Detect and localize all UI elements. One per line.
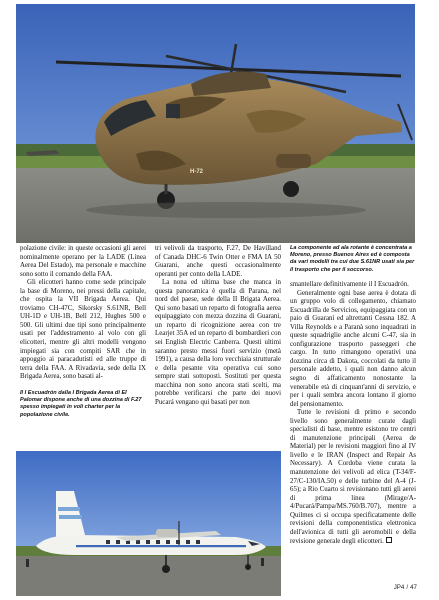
paragraph: smantellare definitivamente il I Escuadrón.	[290, 281, 409, 288]
helicopter-photo-art	[16, 4, 415, 243]
page-footer	[394, 584, 417, 591]
aircraft-photo	[16, 451, 281, 596]
publication-name: JP4	[393, 584, 405, 591]
aircraft-photo-art	[16, 451, 281, 596]
paragraph: Gli elicotteri hanno come sede principale la base di Moreno, nei pressi della capitale, che ospita la VII Brigada Aerea. Qui troviamo CH-47C, Sikorsky S.61NR, Bell UH-1D e UH-1B, Bell 212, Hughes 500 e 500. Gli ultimi due tipi sono principalmente usati per l'addestramento al volo con gli elicotteri, mentre gli altri modelli vengono impiegati sia con compiti SAR che in appoggio ai paracadutisti ed alle truppe di terra della FAA. A Rivadavia, sede della IX Brigada Aerea, sono basati al-	[20, 279, 146, 381]
paragraph: polazione civile: in queste occasioni gli aerei nominalmente operano per la LADE (Línea Aerea Del Estado), ma personale e macchine sono sotto il comando della FAA.	[20, 245, 146, 278]
paragraph-text: Tutte le revisioni di primo e secondo livello sono generalmente curate dagli specialisti di base, mentre esistono tre centri di manutenzione principali (Aerea de Material) per le revisioni maggiori fino al IV livello e le IRAN (Inspect and Repair As Necessary). A Cordoba viene curata la manutenzione dei velivoli ad elica (T-34/F-27/C-130/IA.50) e delle turbine del A-4 (J-65); a Rio Cuarto si revisionano tutti gli aerei di prima linea (Mirage/A-4/Pucará/Pampa/MS.760/B.707), mentre a Quilmes ci si occupa specificatamente delle revisioni della componentistica elettronica dell'avionica di tutti gli aeromobili e della revisione generale degli elicotteri.	[290, 409, 416, 546]
photo-caption-f27: Il I Escuadrón dalla I Brigada Aerea di El Palomar dispone anche di una dozzina di F.27 spesso impiegati in voli charter per la popolazione civile.	[20, 390, 142, 418]
text-column-3	[290, 281, 416, 547]
footer-separator: /	[406, 584, 409, 591]
paragraph: Generalmente ogni base aerea è dotata di un gruppo volo di collegamento, chiamato Escuadrilla de Servicios, equipaggiata con un paio di Guaranì ed altrettanti Cessna 182. A Villa Reynolds e a Paranà sono inquadrati in queste squadriglie anche alcuni C-47, sia in configurazione trasporto passeggeri che cargo. In tutto rimangono operativi una dozzina circa di Dakota, coccolati da tutto il personale addetto, i quali non danno alcun segno di affaticamento nonostante la venerabile età di cinquant'anni di servizio, e per i quali sembra ancora lontano il giorno del pensionamento.	[290, 289, 416, 408]
text-column-1	[20, 245, 146, 382]
end-of-article-icon	[386, 537, 392, 543]
text-column-2	[155, 245, 281, 407]
helicopter-marking: H-72	[190, 169, 204, 175]
paragraph: La nona ed ultima base che manca in questa panoramica è quella di Parana, nel nord del paese, sede della II Brigata Aerea. Qui sono basati un reparto di fotografia aerea equipaggiato con mezza dozzina di Guarani, un reparto di ricognizione aerea con tre Learjet 35A ed un reparto di bombardieri con sei English Electric Canberra. Questi ultimi saranno presto messi fuori servizio (metà 1991), a causa della loro vecchiaia strutturale e della pesante vita operativa cui sono sempre stati sottoposti. Sostituti per questa macchina non sono ancora stati scelti, ma potrebbe verificarsi che parte dei nuovi Pucará vengano qui basati per non	[155, 279, 281, 406]
photo-caption-helicopter: La componente ad ala rotante è concentrata a Moreno, presso Buenos Aires ed è composta da vari modelli tra cui due S.61NR usati sia per il trasporto che per il soccorso.	[290, 245, 415, 273]
paragraph: tri velivoli da trasporto, F.27, De Havilland of Canada DHC-6 Twin Otter e FMA IA 50 Guarani, anche questi occasionalmente operanti per conto della LADE.	[155, 245, 281, 278]
page-number: 47	[410, 584, 417, 591]
paragraph	[290, 409, 416, 547]
helicopter-photo	[16, 4, 415, 243]
